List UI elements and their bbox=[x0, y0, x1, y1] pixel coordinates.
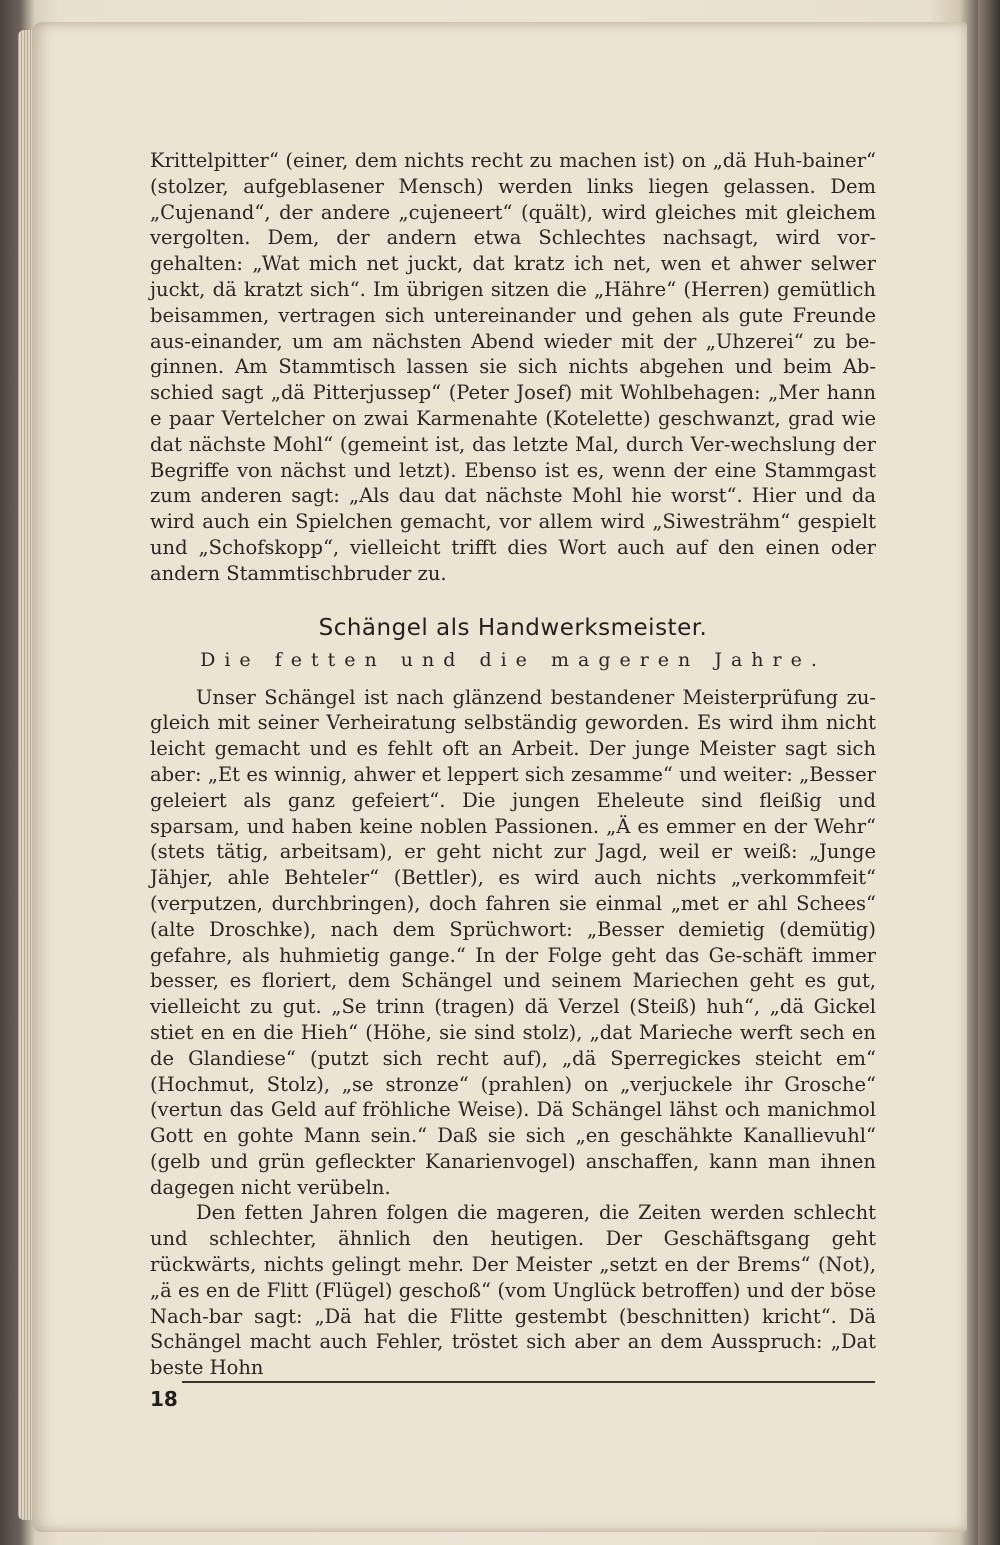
body-text bbox=[150, 148, 876, 1381]
footer-rule bbox=[182, 1381, 875, 1383]
paragraph-lean-years: Den fetten Jahren folgen die mageren, die Zeiten werden schlecht und schlechter, ähnlich den heutigen. Der Geschäftsgang geht rückwärts, nichts gelingt mehr. Der Meister „setzt en der Brems“ (Not), „ä es en de Flitt (Flügel) geschoß“ (vom Unglück betroffen) und der böse Nach-bar sagt: „Dä hat die Flitte gestembt (beschnitten) kricht“. Dä Schängel macht auch Fehler, tröstet sich aber an dem Ausspruch: „Dat beste Hohn bbox=[150, 1201, 876, 1380]
paragraph-stammtisch: Krittelpitter“ (einer, dem nichts recht zu machen ist) on „dä Huh-bainer“ (stolzer, aufgeblasener Mensch) werden links liegen gelassen. Dem „Cujenand“, der andere „cujeneert“ (quält), wird gleiches mit gleichem vergolten. Dem, der andern etwa Schlechtes nachsagt, wird vor-gehalten: „Wat mich net juckt, dat kratz ich net, wen et ahwer selwer juckt, dä kratzt sich“. Im übrigen sitzen die „Hähre“ (Herren) gemütlich beisammen, vertragen sich untereinander und gehen als gute Freunde aus-einander, um am nächsten Abend wieder mit der „Uhzerei“ zu be-ginnen. Am Stammtisch lassen sie sich nichts abgehen und beim Ab-schied sagt „dä Pitterjussep“ (Peter Josef) mit Wohlbehagen: „Mer hann e paar Vertelcher on zwai Karmenahte (Kotelette) geschwanzt, grad wie dat nächste Mohl“ (gemeint ist, das letzte Mal, durch Ver-wechslung der Begriffe von nächst und letzt). Ebenso ist es, wenn der eine Stammgast zum anderen sagt: „Als dau dat nächste Mohl hie worst“. Hier und da wird auch ein Spielchen gemacht, vor allem wird „Siwesträhm“ gespielt und „Schofskopp“, vielleicht trifft dies Wort auch auf den einen oder andern Stammtischbruder zu. bbox=[150, 149, 876, 585]
facing-page-edge bbox=[978, 0, 1000, 1545]
section-subtitle: Die fetten und die mageren Jahre. bbox=[200, 648, 826, 671]
page-number: 18 bbox=[150, 1387, 178, 1411]
page-edges bbox=[18, 30, 32, 1520]
paragraph-fat-years: Unser Schängel ist nach glänzend bestandener Meisterprüfung zu-gleich mit seiner Verheiratung selbständig geworden. Es wird ihm nicht leicht gemacht und es fehlt oft an Arbeit. Der junge Meister sagt sich aber: „Et es winnig, ahwer et leppert sich zesamme“ und weiter: „Besser geleiert als ganz gefeiert“. Die jungen Eheleute sind fleißig und sparsam, und haben keine noblen Passionen. „Ä es emmer en der Wehr“ (stets tätig, arbeitsam), er geht nicht zur Jagd, weil er weiß: „Junge Jähjer, ahle Behteler“ (Bettler), es wird auch nichts „verkommfeit“ (verputzen, durchbringen), doch fahren sie einmal „met er ahl Schees“ (alte Droschke), nach dem Sprüchwort: „Besser demietig (demütig) gefahre, als huhmietig gange.“ In der Folge geht das Ge-schäft immer besser, es floriert, dem Schängel und seinem Mariechen geht es gut, vielleicht zu gut. „Se trinn (tragen) dä Verzel (Steiß) huh“, „dä Gickel stiet en en die Hieh“ (Höhe, sie sind stolz), „dat Marieche werft sech en de Glandiese“ (putzt sich recht auf), „dä Sperregickes steicht em“ (Hochmut, Stolz), „se stronze“ (prahlen) on „verjuckele ihr Grosche“ (vertun das Geld auf fröhliche Weise). Dä Schängel lähst och manichmol Gott en gohte Mann sein.“ Daß sie sich „en geschähkte Kanallievuhl“ (gelb und grün gefleckter Kanarienvogel) anschaffen, kann man ihnen dagegen nicht verübeln. bbox=[150, 685, 876, 1199]
section-title: Schängel als Handwerksmeister. bbox=[318, 614, 708, 641]
